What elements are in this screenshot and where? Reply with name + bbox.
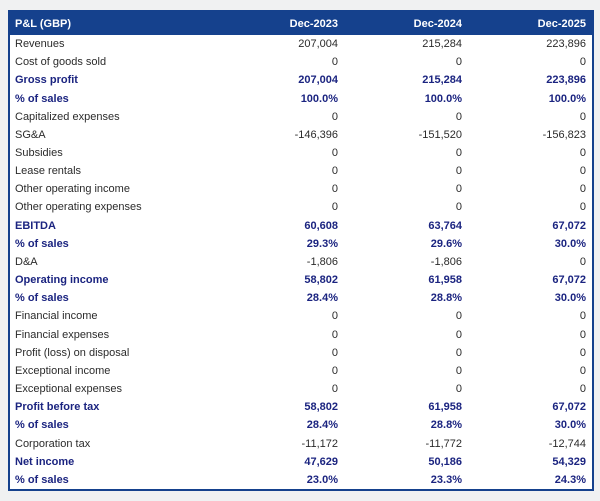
row-value: 60,608 <box>304 219 338 232</box>
table-row <box>10 398 592 416</box>
row-value: 67,072 <box>552 401 586 414</box>
row-value: 100.0% <box>300 92 338 105</box>
row-value: 0 <box>579 328 586 341</box>
row-value: 0 <box>579 56 586 69</box>
row-value: 223,896 <box>546 74 586 87</box>
row-value: 28.8% <box>430 292 462 305</box>
table-header-title: P&L (GBP) <box>15 17 72 30</box>
row-value: 0 <box>455 310 462 323</box>
table-row <box>10 271 592 289</box>
row-value: 47,629 <box>304 455 338 468</box>
table-row <box>10 453 592 471</box>
row-value: 0 <box>579 364 586 377</box>
column-header-dec-2023: Dec-2023 <box>289 17 338 30</box>
row-label: % of sales <box>15 237 69 250</box>
pnl-table <box>8 10 594 491</box>
row-label: Financial income <box>15 310 98 323</box>
row-value: 0 <box>579 383 586 396</box>
row-value: 0 <box>455 110 462 123</box>
row-label: D&A <box>15 255 38 268</box>
row-label: % of sales <box>15 419 69 432</box>
row-label: Financial expenses <box>15 328 110 341</box>
row-value: 0 <box>455 56 462 69</box>
row-value: 0 <box>455 346 462 359</box>
row-value: 61,958 <box>428 274 462 287</box>
row-label: Capitalized expenses <box>15 110 120 123</box>
row-label: Exceptional income <box>15 364 111 377</box>
table-row <box>10 144 592 162</box>
row-value: 30.0% <box>554 237 586 250</box>
row-value: 0 <box>579 255 586 268</box>
row-value: 0 <box>455 364 462 377</box>
row-label: % of sales <box>15 292 69 305</box>
row-label: SG&A <box>15 128 46 141</box>
row-value: 223,896 <box>546 38 586 51</box>
row-value: 58,802 <box>304 401 338 414</box>
table-row <box>10 416 592 434</box>
table-row <box>10 362 592 380</box>
row-value: 67,072 <box>552 274 586 287</box>
row-value: 61,958 <box>428 401 462 414</box>
table-row <box>10 253 592 271</box>
table-row <box>10 217 592 235</box>
table-row <box>10 307 592 325</box>
row-value: -146,396 <box>294 128 338 141</box>
table-row <box>10 35 592 53</box>
row-value: 29.6% <box>430 237 462 250</box>
row-label: Profit before tax <box>15 401 100 414</box>
row-value: 58,802 <box>304 274 338 287</box>
row-label: % of sales <box>15 92 69 105</box>
row-value: 0 <box>455 165 462 178</box>
row-value: 28.4% <box>306 419 338 432</box>
row-value: 29.3% <box>306 237 338 250</box>
row-value: 0 <box>455 147 462 160</box>
row-value: 0 <box>331 147 338 160</box>
table-header-row <box>10 12 592 35</box>
column-header-dec-2025: Dec-2025 <box>537 17 586 30</box>
row-value: 0 <box>331 56 338 69</box>
row-label: Other operating income <box>15 183 130 196</box>
row-label: Lease rentals <box>15 165 82 178</box>
row-value: 0 <box>331 364 338 377</box>
row-value: 30.0% <box>554 292 586 305</box>
row-label: Revenues <box>15 38 65 51</box>
row-value: -151,520 <box>418 128 462 141</box>
row-label: Corporation tax <box>15 437 91 450</box>
table-row <box>10 71 592 89</box>
row-value: 0 <box>455 383 462 396</box>
row-value: 0 <box>331 110 338 123</box>
row-value: 0 <box>331 346 338 359</box>
row-value: 0 <box>331 310 338 323</box>
row-value: 50,186 <box>428 455 462 468</box>
row-label: Exceptional expenses <box>15 383 123 396</box>
row-value: 0 <box>455 183 462 196</box>
table-row <box>10 89 592 107</box>
row-value: 30.0% <box>554 419 586 432</box>
row-value: 215,284 <box>422 38 462 51</box>
table-row <box>10 180 592 198</box>
row-label: Net income <box>15 455 75 468</box>
row-label: Profit (loss) on disposal <box>15 346 130 359</box>
table-row <box>10 198 592 216</box>
row-value: 0 <box>579 310 586 323</box>
row-value: 0 <box>579 201 586 214</box>
row-label: % of sales <box>15 473 69 486</box>
row-value: 215,284 <box>422 74 462 87</box>
row-label: Cost of goods sold <box>15 56 107 69</box>
row-value: -12,744 <box>548 437 586 450</box>
table-row <box>10 326 592 344</box>
row-value: 0 <box>579 183 586 196</box>
table-row <box>10 434 592 452</box>
row-label: Other operating expenses <box>15 201 142 214</box>
row-value: 207,004 <box>298 74 338 87</box>
row-value: 67,072 <box>552 219 586 232</box>
table-body <box>10 35 592 489</box>
row-value: 0 <box>331 183 338 196</box>
row-label: Operating income <box>15 274 109 287</box>
row-value: 0 <box>331 383 338 396</box>
row-value: 207,004 <box>298 38 338 51</box>
row-label: Gross profit <box>15 74 78 87</box>
row-value: 0 <box>579 110 586 123</box>
table-row <box>10 344 592 362</box>
row-value: -156,823 <box>542 128 586 141</box>
table-row <box>10 108 592 126</box>
row-value: -1,806 <box>306 255 338 268</box>
table-row <box>10 235 592 253</box>
row-value: 0 <box>579 147 586 160</box>
row-value: 0 <box>579 165 586 178</box>
row-value: 28.8% <box>430 419 462 432</box>
table-row <box>10 126 592 144</box>
row-value: 0 <box>455 328 462 341</box>
table-row <box>10 380 592 398</box>
row-value: 23.0% <box>306 473 338 486</box>
row-value: 54,329 <box>552 455 586 468</box>
table-row <box>10 289 592 307</box>
table-row <box>10 162 592 180</box>
table-row <box>10 471 592 489</box>
row-value: -11,772 <box>425 437 462 450</box>
row-value: 0 <box>331 201 338 214</box>
row-label: Subsidies <box>15 147 63 160</box>
row-value: 0 <box>331 328 338 341</box>
row-value: 100.0% <box>548 92 586 105</box>
row-value: 23.3% <box>430 473 462 486</box>
row-value: 100.0% <box>424 92 462 105</box>
table-row <box>10 53 592 71</box>
row-value: -11,172 <box>301 437 338 450</box>
row-value: 28.4% <box>306 292 338 305</box>
row-value: 24.3% <box>554 473 586 486</box>
row-label: EBITDA <box>15 219 56 232</box>
row-value: 0 <box>455 201 462 214</box>
row-value: 63,764 <box>428 219 462 232</box>
row-value: 0 <box>579 346 586 359</box>
row-value: -1,806 <box>430 255 462 268</box>
column-header-dec-2024: Dec-2024 <box>413 17 462 30</box>
row-value: 0 <box>331 165 338 178</box>
